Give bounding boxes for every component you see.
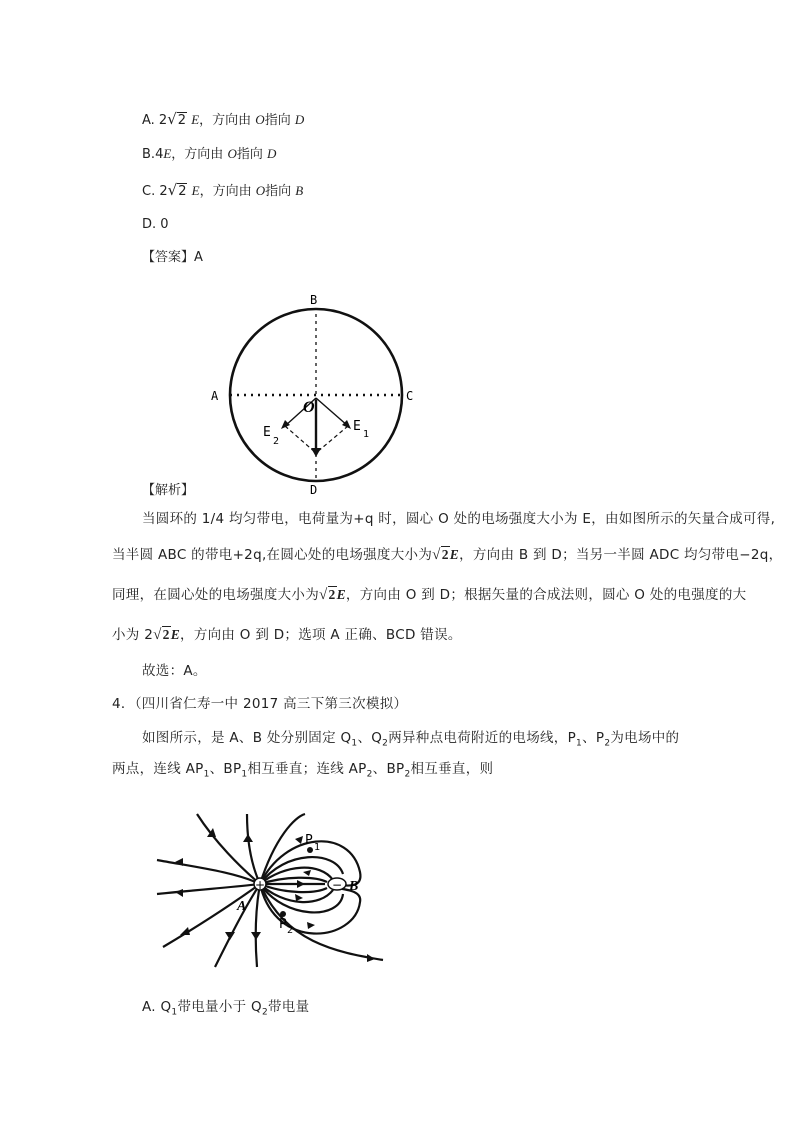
svg-text:1: 1: [363, 429, 370, 440]
figure-field-lines: [155, 812, 385, 970]
svg-text:+: +: [255, 878, 266, 892]
figure-circle-field: [205, 288, 420, 500]
q4-stem-line1: 如图所示，是 A、B 处分别固定 $Q_1$、$Q_2$两异种点电荷附近的电场线，$P_1$、$P_2$为电场中的: [142, 730, 680, 749]
analysis-p4: 小为 2√2E，方向由 O 到 D；选项 A 正确、BCD 错误。: [112, 627, 462, 643]
sqrt-symbol: √2: [319, 587, 336, 603]
option-a: A. 2√2 E，方向由 O指向 D: [142, 110, 305, 128]
svg-text:2: 2: [287, 925, 294, 936]
label-c: C: [406, 389, 414, 403]
option-d: D. 0: [142, 217, 169, 232]
analysis-label: 【解析】: [142, 483, 195, 498]
svg-text:2: 2: [273, 436, 280, 447]
label-e2: E: [263, 425, 271, 440]
q4-stem-line2: 两点，连线 $AP_1$、$BP_1$相互垂直；连线 $AP_2$、$BP_2$相互垂直，则: [112, 761, 494, 780]
label-a: A: [211, 389, 219, 403]
field-line: [157, 860, 260, 884]
e1-arrow: [316, 398, 348, 426]
sqrt-symbol: √2: [167, 110, 187, 128]
q4-option-a: A. $Q_1$带电量小于 $Q_2$带电量: [142, 999, 310, 1018]
analysis-p2: 当半圆 ABC 的带电+2q,在圆心处的电场强度大小为√2E，方向由 B 到 D；当另一半圆 ADC 均匀带电−2q，: [112, 547, 783, 563]
label-e1: E: [353, 419, 361, 434]
svg-text:1: 1: [314, 842, 321, 853]
label-d: D: [310, 483, 318, 497]
option-b: B.4E，方向由 O指向 D: [142, 146, 277, 162]
label-p1: P: [305, 833, 313, 848]
svg-text:−: −: [332, 878, 343, 892]
field-line: [157, 884, 260, 894]
analysis-p3: 同理，在圆心处的电场强度大小为√2E，方向由 O 到 D；根据矢量的合成法则，圆心 O 处的电强度的大: [112, 587, 747, 603]
sqrt-symbol: √2: [167, 181, 187, 199]
q4-header: 4．（四川省仁寿一中 2017 高三下第三次模拟）: [112, 696, 408, 712]
label-o: O: [303, 399, 315, 416]
label-a: A: [237, 899, 247, 914]
analysis-conclusion: 故选：A。: [142, 663, 207, 679]
field-line: [215, 884, 260, 967]
answer: 【答案】A: [142, 250, 203, 265]
option-c: C. 2√2 E，方向由 O指向 B: [142, 181, 304, 199]
field-line: [256, 884, 260, 967]
sqrt-symbol: √2: [432, 547, 449, 563]
label-b: B: [349, 879, 359, 894]
sqrt-symbol: √2: [153, 627, 170, 643]
label-b: B: [310, 293, 318, 307]
label-p2: P: [279, 917, 287, 932]
analysis-p1: 当圆环的 1/4 均匀带电，电荷量为+q 时，圆心 O 处的电场强度大小为 E，由如图所示的矢量合成可得,: [142, 511, 776, 527]
